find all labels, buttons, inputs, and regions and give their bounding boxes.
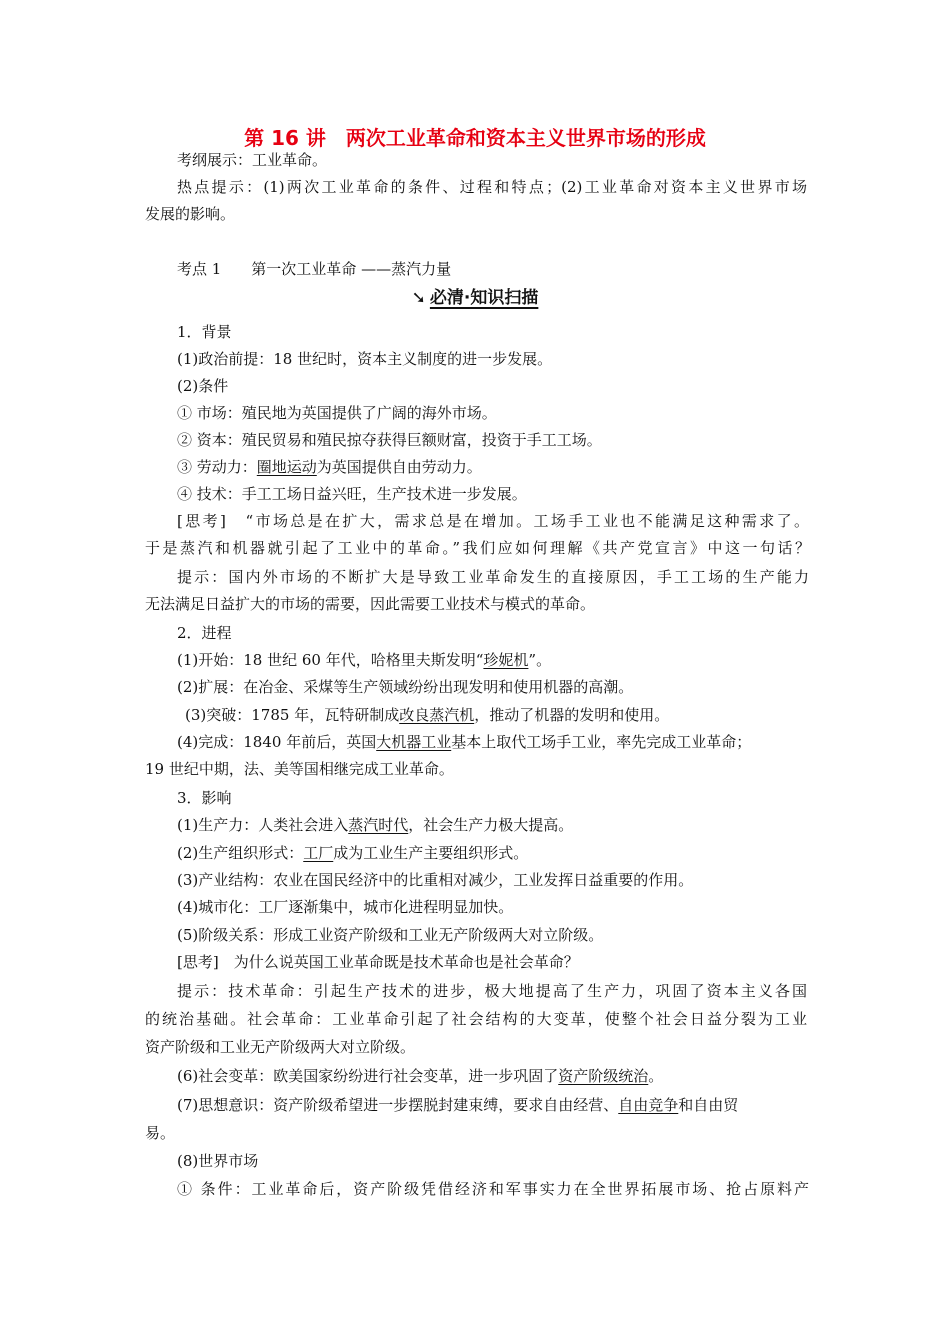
- kaodian-heading: 考点 1 第一次工业革命 ——蒸汽力量: [177, 260, 452, 278]
- list-item: ① 条件：工业革命后，资产阶级凭借经济和军事实力在全世界拓展市场、抢占原料产: [177, 1180, 809, 1198]
- paragraph: (6)社会变革：欧美国家纷纷进行社会变革，进一步巩固了资产阶级统治。: [177, 1067, 664, 1085]
- section-2-heading: 2．进程: [177, 624, 232, 642]
- list-item: ① 市场：殖民地为英国提供了广阔的海外市场。: [177, 404, 497, 422]
- underlined-term: 蒸汽时代: [348, 816, 409, 834]
- paragraph: (4)完成：1840 年前后，英国大机器工业基本上取代工场手工业，率先完成工业革命；: [177, 733, 752, 751]
- hint-line-3: 资产阶级和工业无产阶级两大对立阶级。: [145, 1038, 416, 1056]
- paragraph: (2)生产组织形式：工厂成为工业生产主要组织形式。: [177, 844, 529, 862]
- section-banner: [0, 286, 950, 310]
- underlined-term: 大机器工业: [376, 733, 452, 751]
- section-3-heading: 3．影响: [177, 789, 232, 807]
- list-item: ③ 劳动力：圈地运动为英国提供自由劳动力。: [177, 458, 482, 476]
- paragraph: (3)产业结构：农业在国民经济中的比重相对减少，工业发挥日益重要的作用。: [177, 871, 694, 889]
- underlined-term: 工厂: [303, 844, 334, 862]
- arrow-icon: ➘: [411, 288, 426, 308]
- paragraph: (8)世界市场: [177, 1152, 259, 1170]
- hint-line-1: 提示：国内外市场的不断扩大是导致工业革命发生的直接原因，手工工场的生产能力: [177, 568, 809, 586]
- paragraph: (1)政治前提：18 世纪时，资本主义制度的进一步发展。: [177, 350, 553, 368]
- underlined-term: 自由竞争: [618, 1096, 679, 1114]
- think-line: [思考] 为什么说英国工业革命既是技术革命也是社会革命？: [177, 953, 579, 971]
- hint-line-2: 无法满足日益扩大的市场的需要，因此需要工业技术与模式的革命。: [145, 595, 596, 613]
- page-title: 第 16 讲 两次工业革命和资本主义世界市场的形成: [244, 126, 706, 150]
- paragraph: (2)条件: [177, 377, 229, 395]
- paragraph: (5)阶级关系：形成工业资产阶级和工业无产阶级两大对立阶级。: [177, 926, 604, 944]
- underlined-term: 资产阶级统治: [558, 1067, 649, 1085]
- banner-text: 必清·知识扫描: [429, 288, 539, 308]
- section-1-heading: 1．背景: [177, 323, 232, 341]
- paragraph: (2)扩展：在冶金、采煤等生产领域纷纷出现发明和使用机器的高潮。: [177, 678, 634, 696]
- paragraph-continuation: 易。: [145, 1124, 176, 1142]
- underlined-term: 圈地运动: [256, 458, 317, 476]
- paragraph: (4)城市化：工厂逐渐集中，城市化进程明显加快。: [177, 898, 514, 916]
- underlined-term: 珍妮机: [483, 651, 529, 669]
- hint-line-2: 的统治基础。社会革命：工业革命引起了社会结构的大变革，使整个社会日益分裂为工业: [145, 1010, 807, 1028]
- hotspot-line-1: 热点提示：(1)两次工业革命的条件、过程和特点；(2)工业革命对资本主义世界市场: [177, 178, 807, 196]
- list-item: ④ 技术：手工工场日益兴旺，生产技术进一步发展。: [177, 485, 527, 503]
- hint-line-1: 提示：技术革命：引起生产技术的进步，极大地提高了生产力，巩固了资本主义各国: [177, 982, 807, 1000]
- paragraph: (7)思想意识：资产阶级希望进一步摆脱封建束缚，要求自由经营、自由竞争和自由贸: [177, 1096, 739, 1114]
- think-line-2: 于是蒸汽和机器就引起了工业中的革命。”我们应如何理解《共产党宣言》中这一句话？: [145, 539, 810, 557]
- paragraph: (3)突破：1785 年，瓦特研制成改良蒸汽机，推动了机器的发明和使用。: [185, 706, 670, 724]
- think-line-1: [思考] “市场总是在扩大，需求总是在增加。工场手工业也不能满足这种需求了。: [177, 512, 809, 530]
- outline-line: 考纲展示：工业革命。: [177, 151, 328, 169]
- underlined-term: 改良蒸汽机: [399, 706, 475, 724]
- list-item: ② 资本：殖民贸易和殖民掠夺获得巨额财富，投资于手工工场。: [177, 431, 602, 449]
- paragraph-continuation: 19 世纪中期，法、美等国相继完成工业革命。: [145, 760, 454, 778]
- paragraph: (1)生产力：人类社会进入蒸汽时代，社会生产力极大提高。: [177, 816, 574, 834]
- paragraph: (1)开始：18 世纪 60 年代，哈格里夫斯发明“珍妮机”。: [177, 651, 552, 669]
- hotspot-line-2: 发展的影响。: [145, 205, 236, 223]
